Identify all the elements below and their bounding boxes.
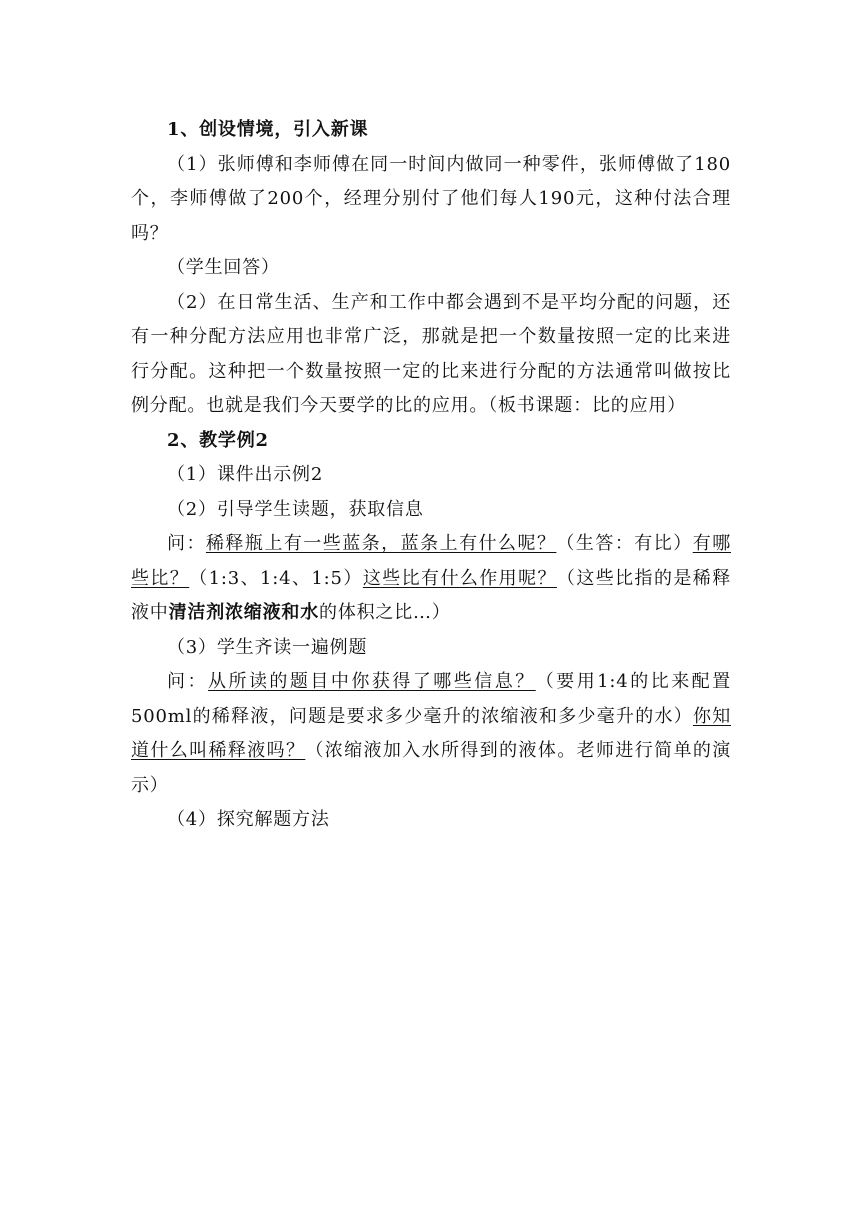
paragraph-2-3: （3）学生齐读一遍例题	[167, 636, 368, 658]
paragraph-2-1: （1）课件出示例2	[167, 464, 324, 485]
bold-term: 清洁剂浓缩液和水	[168, 602, 320, 623]
answer-text: （要用1:4的比来配置500ml的稀释液，问题是要求多少毫升的浓缩液和多少毫升的水）	[131, 671, 731, 727]
answer-text: （浓缩液加入水所得到的液体。老师进行简单的演示）	[131, 740, 731, 796]
question-underlined: 稀释瓶上有一些蓝条，蓝条上有什么呢？	[205, 533, 557, 554]
paragraph-1-1: （1）张师傅和李师傅在同一时间内做同一种零件，张师傅做了180个，李师傅做了200个，经理分别付了他们每人190元，这种付法合理吗？	[131, 153, 731, 244]
paragraph-student-answer: （学生回答）	[167, 257, 280, 278]
question-underlined: 你知道什么叫稀释液吗？	[131, 705, 731, 761]
answer-text: （这些比指的是稀释液中	[131, 567, 732, 623]
paragraph-2-4: （4）探究解题方法	[167, 809, 330, 830]
question-paragraph-2	[131, 665, 731, 803]
question-prefix: 问：	[167, 533, 206, 554]
paragraph-2-2: （2）引导学生读题，获取信息	[167, 498, 424, 520]
question-underlined: 有哪些比？	[131, 533, 731, 589]
question-prefix: 问：	[167, 671, 208, 692]
document-body	[131, 113, 731, 838]
section-2-heading: 2、教学例2	[167, 429, 269, 451]
answer-text: （1:3、1:4、1:5）	[189, 567, 363, 589]
answer-text: 的体积之比…）	[319, 602, 451, 623]
answer-text: （生答：有比）	[556, 533, 693, 554]
section-1-heading: 1、创设情境，引入新课	[167, 119, 369, 140]
question-underlined: 这些比有什么作用呢？	[362, 567, 557, 589]
question-paragraph-1	[131, 527, 731, 631]
paragraph-1-2: （2）在日常生活、生产和工作中都会遇到不是平均分配的问题，还有一种分配方法应用也非常广泛，那就是把一个数量按照一定的比来进行分配。这种把一个数量按照一定的比来进行分配的方法通常叫做按比例分配。也就是我们今天要学的比的应用。（板书课题：比的应用）	[131, 291, 731, 416]
question-underlined: 从所读的题目中你获得了哪些信息？	[207, 671, 536, 692]
